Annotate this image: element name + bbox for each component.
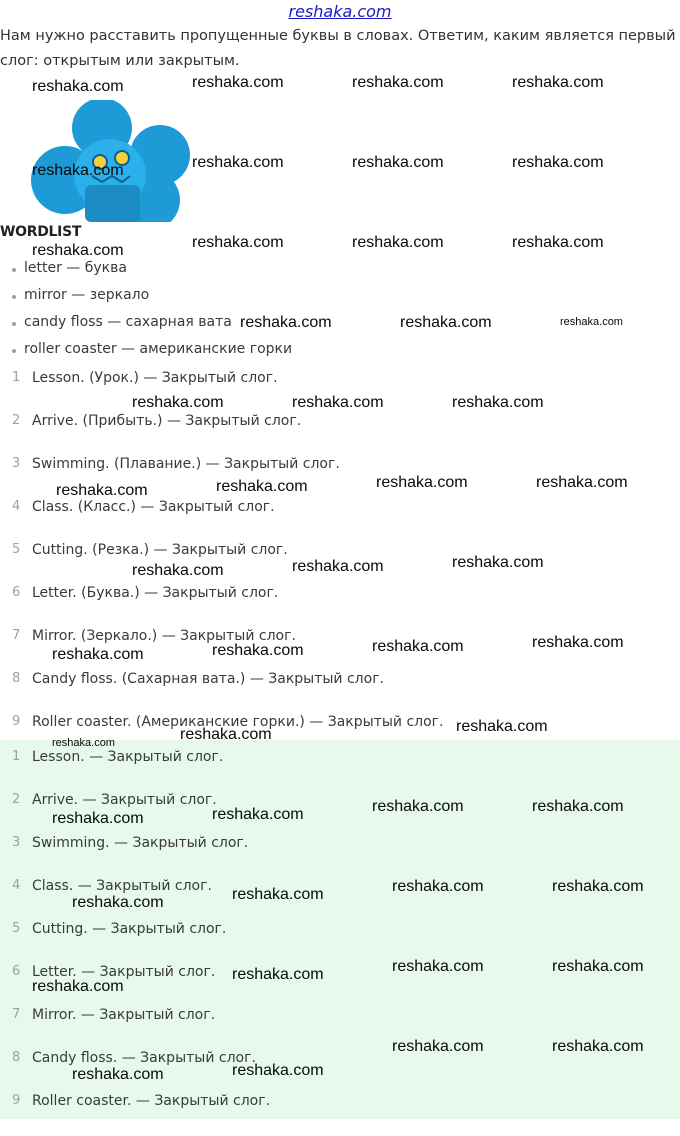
watermark-text: reshaka.com bbox=[400, 314, 492, 331]
watermark-text: reshaka.com bbox=[52, 810, 144, 827]
item-number: 7 bbox=[12, 1007, 21, 1022]
item-number: 3 bbox=[12, 456, 21, 471]
item-number: 8 bbox=[12, 671, 21, 686]
watermark-text: reshaka.com bbox=[392, 878, 484, 895]
watermark-text: reshaka.com bbox=[32, 978, 124, 995]
watermark-text: reshaka.com bbox=[192, 154, 284, 171]
watermark-text: reshaka.com bbox=[532, 798, 624, 815]
watermark-text: reshaka.com bbox=[212, 806, 304, 823]
watermark-text: reshaka.com bbox=[292, 394, 384, 411]
item-number: 9 bbox=[12, 714, 21, 729]
watermark-text: reshaka.com bbox=[32, 242, 124, 259]
watermark-text: reshaka.com bbox=[372, 798, 464, 815]
list-item bbox=[0, 585, 680, 628]
item-number: 1 bbox=[12, 749, 21, 764]
item-text: Roller coaster. (Американские горки.) — Закрытый слог. bbox=[32, 714, 444, 730]
wordlist-item: candy floss — сахарная вата bbox=[10, 314, 292, 341]
watermark-text: reshaka.com bbox=[232, 886, 324, 903]
list-item bbox=[0, 1093, 680, 1136]
watermark-text: reshaka.com bbox=[240, 314, 332, 331]
item-text: Arrive. — Закрытый слог. bbox=[32, 792, 217, 808]
site-logo[interactable]: reshaka.com bbox=[288, 2, 392, 21]
item-text: Arrive. (Прибыть.) — Закрытый слог. bbox=[32, 413, 302, 429]
watermark-text: reshaka.com bbox=[512, 154, 604, 171]
item-number: 6 bbox=[12, 585, 21, 600]
watermark-text: reshaka.com bbox=[372, 638, 464, 655]
watermark-text: reshaka.com bbox=[72, 894, 164, 911]
item-text: Candy floss. — Закрытый слог. bbox=[32, 1050, 256, 1066]
watermark-text: reshaka.com bbox=[552, 878, 644, 895]
item-text: Swimming. — Закрытый слог. bbox=[32, 835, 249, 851]
item-text: Lesson. — Закрытый слог. bbox=[32, 749, 224, 765]
wordlist-heading: WORDLIST bbox=[0, 224, 82, 240]
watermark-text: reshaka.com bbox=[536, 474, 628, 491]
watermark-text: reshaka.com bbox=[212, 642, 304, 659]
list-item bbox=[0, 749, 680, 792]
watermark-text: reshaka.com bbox=[392, 1038, 484, 1055]
watermark-text: reshaka.com bbox=[456, 718, 548, 735]
item-text: Class. (Класс.) — Закрытый слог. bbox=[32, 499, 275, 515]
item-number: 8 bbox=[12, 1050, 21, 1065]
item-number: 1 bbox=[12, 370, 21, 385]
watermark-text: reshaka.com bbox=[352, 234, 444, 251]
watermark-text: reshaka.com bbox=[192, 74, 284, 91]
item-text: Candy floss. (Сахарная вата.) — Закрытый слог. bbox=[32, 671, 384, 687]
watermark-text: reshaka.com bbox=[180, 726, 272, 743]
watermark-text: reshaka.com bbox=[392, 958, 484, 975]
watermark-text: reshaka.com bbox=[512, 234, 604, 251]
watermark-text: reshaka.com bbox=[232, 1062, 324, 1079]
watermark-text: reshaka.com bbox=[72, 1066, 164, 1083]
watermark-text: reshaka.com bbox=[352, 154, 444, 171]
item-text: Roller coaster. — Закрытый слог. bbox=[32, 1093, 271, 1109]
item-number: 6 bbox=[12, 964, 21, 979]
watermark-text: reshaka.com bbox=[352, 74, 444, 91]
watermark-text: reshaka.com bbox=[52, 737, 115, 749]
intro-paragraph: Нам нужно расставить пропущенные буквы в словах. Ответим, каким является первый слог: открытым или закрытым. bbox=[0, 28, 676, 69]
item-text: Class. — Закрытый слог. bbox=[32, 878, 212, 894]
item-text: Lesson. (Урок.) — Закрытый слог. bbox=[32, 370, 278, 386]
list-item bbox=[0, 499, 680, 542]
watermark-text: reshaka.com bbox=[552, 958, 644, 975]
item-number: 3 bbox=[12, 835, 21, 850]
watermark-text: reshaka.com bbox=[532, 634, 624, 651]
item-text: Letter. (Буква.) — Закрытый слог. bbox=[32, 585, 279, 601]
item-number: 4 bbox=[12, 878, 21, 893]
item-text: Swimming. (Плавание.) — Закрытый слог. bbox=[32, 456, 340, 472]
item-number: 9 bbox=[12, 1093, 21, 1108]
wordlist-item: roller coaster — американские горки bbox=[10, 341, 292, 368]
watermark-text: reshaka.com bbox=[552, 1038, 644, 1055]
watermark-text: reshaka.com bbox=[32, 78, 124, 95]
list-item bbox=[0, 413, 680, 456]
item-text: Cutting. — Закрытый слог. bbox=[32, 921, 227, 937]
watermark-text: reshaka.com bbox=[216, 478, 308, 495]
item-text: Letter. — Закрытый слог. bbox=[32, 964, 216, 980]
watermark-text: reshaka.com bbox=[512, 74, 604, 91]
watermark-text: reshaka.com bbox=[192, 234, 284, 251]
item-text: Cutting. (Резка.) — Закрытый слог. bbox=[32, 542, 288, 558]
wordlist-item: mirror — зеркало bbox=[10, 287, 292, 314]
watermark-text: reshaka.com bbox=[132, 394, 224, 411]
item-text: Mirror. (Зеркало.) — Закрытый слог. bbox=[32, 628, 296, 644]
watermark-text: reshaka.com bbox=[232, 966, 324, 983]
watermark-text: reshaka.com bbox=[32, 162, 124, 179]
item-number: 2 bbox=[12, 792, 21, 807]
watermark-text: reshaka.com bbox=[452, 394, 544, 411]
watermark-text: reshaka.com bbox=[132, 562, 224, 579]
item-number: 4 bbox=[12, 499, 21, 514]
item-number: 5 bbox=[12, 921, 21, 936]
watermark-text: reshaka.com bbox=[52, 646, 144, 663]
item-text: Mirror. — Закрытый слог. bbox=[32, 1007, 216, 1023]
watermark-text: reshaka.com bbox=[560, 316, 623, 328]
mascot-illustration bbox=[30, 100, 195, 222]
watermark-text: reshaka.com bbox=[56, 482, 148, 499]
item-number: 5 bbox=[12, 542, 21, 557]
wordlist-item: letter — буква bbox=[10, 260, 292, 287]
watermark-text: reshaka.com bbox=[376, 474, 468, 491]
item-number: 2 bbox=[12, 413, 21, 428]
watermark-text: reshaka.com bbox=[292, 558, 384, 575]
item-number: 7 bbox=[12, 628, 21, 643]
list-item bbox=[0, 835, 680, 878]
list-item bbox=[0, 671, 680, 714]
watermark-text: reshaka.com bbox=[452, 554, 544, 571]
